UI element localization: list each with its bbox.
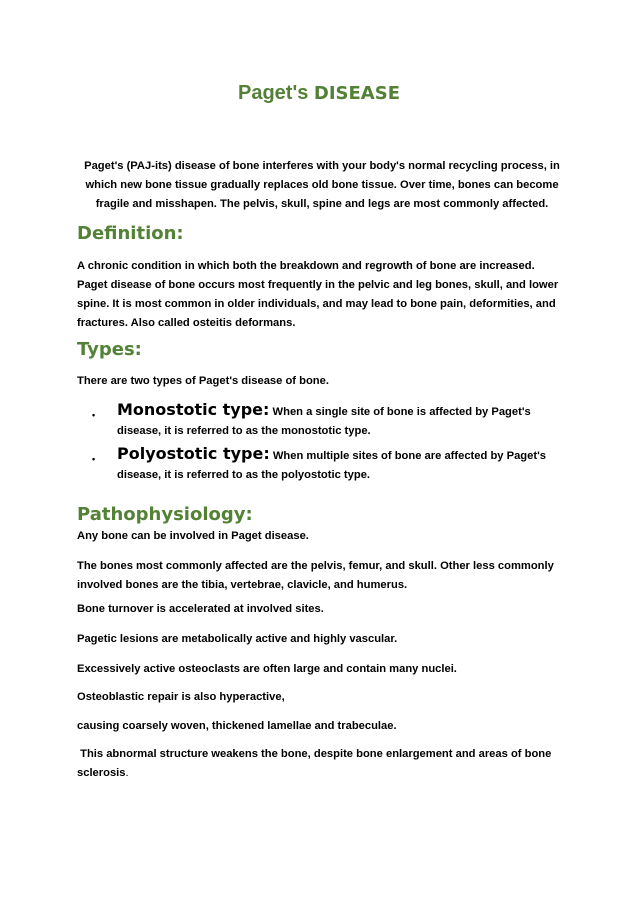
types-list [92, 400, 567, 485]
list-item [92, 400, 567, 441]
definition-paragraph: A chronic condition in which both the breakdown and regrowth of bone are increased. Paget disease of bone occurs most frequently in the pelvic and leg bones, skull, and lower spine. It is most common in older individuals, and may lead to bone pain, deformities, and fractures. Also called osteitis deformans. [77, 260, 559, 329]
types-heading: Types: [77, 339, 142, 360]
patho-paragraph: Any bone can be involved in Paget disease. [77, 530, 309, 542]
patho-paragraph-last [77, 745, 567, 783]
patho-paragraph: Pagetic lesions are metabolically active and highly vascular. [77, 633, 398, 645]
bullet-icon: • [92, 454, 96, 464]
definition-heading: Definition: [77, 223, 184, 244]
patho-paragraph: The bones most commonly affected are the pelvis, femur, and skull. Other less commonly involved bones are the tibia, vertebrae, clavicle, and humerus. [77, 560, 554, 591]
patho-paragraph: Osteoblastic repair is also hyperactive, [77, 691, 285, 703]
type-term: Polyostotic type: [117, 444, 270, 463]
title-part-1: Paget's [238, 82, 309, 104]
patho-paragraph: Excessively active osteoclasts are often large and contain many nuclei. [77, 663, 457, 675]
type-description: When a single site of bone is affected by Paget's disease, it is referred to as the monostotic type. [117, 406, 531, 437]
title-part-2: DISEASE [313, 83, 400, 104]
pathophysiology-heading: Pathophysiology: [77, 504, 253, 525]
intro-paragraph: Paget's (PAJ-its) disease of bone interferes with your body's normal recycling process, in which new bone tissue gradually replaces old bone tissue. Over time, bones can become fragile and misshapen. The pelvis, skull, spine and legs are most commonly affected. [84, 160, 560, 210]
list-item [92, 444, 567, 485]
patho-paragraph: causing coarsely woven, thickened lamellae and trabeculae. [77, 720, 397, 732]
document-title [0, 80, 638, 107]
types-intro: There are two types of Paget's disease of bone. [77, 375, 329, 387]
patho-last-text: This abnormal structure weakens the bone, despite bone enlargement and areas of bone sclerosis [77, 748, 555, 779]
type-term: Monostotic type: [117, 400, 270, 419]
patho-last-punct: . [125, 767, 129, 779]
type-description: When multiple sites of bone are affected by Paget's disease, it is referred to as the polyostotic type. [117, 450, 546, 481]
bullet-icon: • [92, 410, 96, 420]
patho-paragraph: Bone turnover is accelerated at involved sites. [77, 603, 324, 615]
